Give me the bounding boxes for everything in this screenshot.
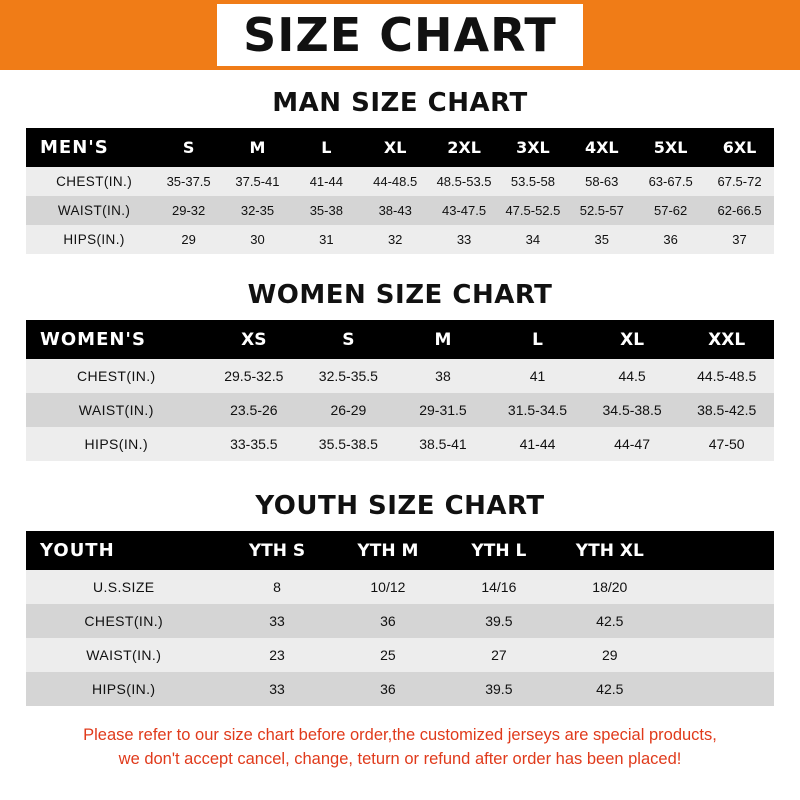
youth-row-3-cell-3: 42.5 <box>596 681 624 697</box>
women-row-1-cell-0: 23.5-26 <box>230 402 278 418</box>
youth-header-cell-3: YTH L <box>471 540 527 561</box>
women-size-table <box>26 320 774 461</box>
men-row-2-cell-0: 29 <box>181 232 196 247</box>
women-row-2-label: HIPS(IN.) <box>84 436 149 452</box>
men-row-2-cell-7: 36 <box>663 232 678 247</box>
youth-row-1-cell-1: 36 <box>380 613 396 629</box>
women-row-1-cell-4: 34.5-38.5 <box>602 402 662 418</box>
men-header-cell-7: 4XL <box>584 138 619 157</box>
men-header-cell-3: L <box>321 138 332 157</box>
men-row-1-cell-5: 47.5-52.5 <box>505 203 561 218</box>
women-row-0-label: CHEST(IN.) <box>76 368 156 384</box>
women-row-0-cell-4: 44.5 <box>618 368 646 384</box>
youth-row-0-cell-spacer <box>665 570 774 604</box>
men-row-1-cell-0: 29-32 <box>171 203 206 218</box>
men-header-cell-4: XL <box>383 138 407 157</box>
youth-row-2-cell-2: 27 <box>491 647 507 663</box>
youth-row-2-cell-1: 25 <box>380 647 396 663</box>
women-table-header-row <box>26 320 774 359</box>
youth-row-1-cell-spacer <box>665 604 774 638</box>
men-row-1-cell-3: 38-43 <box>378 203 412 218</box>
youth-row-2-label: WAIST(IN.) <box>86 647 162 663</box>
table-row <box>26 672 774 706</box>
table-row <box>26 427 774 461</box>
youth-row-0-label: U.S.SIZE <box>92 579 155 595</box>
youth-size-table <box>26 531 774 706</box>
men-row-0-cell-5: 53.5-58 <box>510 174 555 189</box>
table-row <box>26 196 774 225</box>
men-header-cell-9: 6XL <box>722 138 757 157</box>
men-row-0-cell-8: 67.5-72 <box>717 174 762 189</box>
youth-row-0-cell-1: 10/12 <box>370 579 406 595</box>
women-header-cell-6: XXL <box>708 329 746 350</box>
table-row <box>26 604 774 638</box>
men-row-1-cell-2: 35-38 <box>309 203 343 218</box>
youth-header-cell-0: YOUTH <box>40 540 115 561</box>
men-header-cell-6: 3XL <box>516 138 550 157</box>
women-header-cell-3: M <box>434 329 452 350</box>
footer-note-line-2: we don't accept cancel, change, teturn or refund after order has been placed! <box>118 749 682 768</box>
youth-row-1-cell-0: 33 <box>269 613 285 629</box>
table-row <box>26 225 774 254</box>
youth-row-2-cell-spacer <box>665 638 774 672</box>
men-row-1-cell-1: 32-35 <box>240 203 275 218</box>
men-row-0-label: CHEST(IN.) <box>56 174 133 189</box>
youth-row-3-cell-1: 36 <box>380 681 396 697</box>
youth-header-cell-2: YTH M <box>357 540 419 561</box>
youth-section-title: YOUTH SIZE CHART <box>255 491 545 521</box>
men-header-cell-2: M <box>249 138 266 157</box>
women-row-2-cell-0: 33-35.5 <box>230 436 278 452</box>
youth-row-0-cell-3: 18/20 <box>592 579 628 595</box>
women-row-0-cell-3: 41 <box>529 368 546 384</box>
men-row-1-cell-7: 57-62 <box>654 203 688 218</box>
men-header-cell-5: 2XL <box>447 138 481 157</box>
men-row-2-cell-4: 33 <box>456 232 472 247</box>
youth-header-cell-1: YTH S <box>248 540 306 561</box>
men-row-1-cell-8: 62-66.5 <box>717 203 762 218</box>
women-section-title: WOMEN SIZE CHART <box>247 280 553 310</box>
women-row-0-cell-0: 29.5-32.5 <box>224 368 284 384</box>
women-row-1-cell-5: 38.5-42.5 <box>697 402 757 418</box>
youth-row-2-cell-3: 29 <box>602 647 618 663</box>
men-row-2-cell-6: 35 <box>594 232 609 247</box>
men-row-0-cell-0: 35-37.5 <box>166 174 211 189</box>
table-row <box>26 359 774 393</box>
youth-row-1-cell-3: 42.5 <box>596 613 624 629</box>
women-row-1-cell-2: 29-31.5 <box>419 402 467 418</box>
women-row-2-cell-4: 44-47 <box>614 436 650 452</box>
women-row-2-cell-2: 38.5-41 <box>419 436 467 452</box>
men-table-header-row <box>26 128 774 167</box>
youth-row-1-cell-2: 39.5 <box>485 613 513 629</box>
men-row-2-label: HIPS(IN.) <box>63 232 125 247</box>
youth-row-0-cell-2: 14/16 <box>481 579 517 595</box>
table-row <box>26 570 774 604</box>
men-row-0-cell-2: 41-44 <box>309 174 343 189</box>
men-row-2-cell-5: 34 <box>525 232 541 247</box>
women-row-2-cell-1: 35.5-38.5 <box>318 436 378 452</box>
youth-row-2-cell-0: 23 <box>269 647 285 663</box>
men-row-1-cell-4: 43-47.5 <box>442 203 487 218</box>
table-row <box>26 167 774 196</box>
men-row-0-cell-7: 63-67.5 <box>648 174 693 189</box>
men-header-cell-8: 5XL <box>653 138 688 157</box>
chart-content <box>0 88 800 772</box>
table-row <box>26 638 774 672</box>
women-header-cell-1: XS <box>241 329 267 350</box>
youth-row-1-label: CHEST(IN.) <box>84 613 164 629</box>
men-header-cell-1: S <box>182 138 195 157</box>
men-row-0-cell-1: 37.5-41 <box>235 174 280 189</box>
women-header-cell-2: S <box>342 329 355 350</box>
men-header-cell-0: MEN'S <box>40 137 109 158</box>
youth-table-header-row <box>26 531 774 570</box>
women-row-1-label: WAIST(IN.) <box>78 402 154 418</box>
men-row-1-cell-6: 52.5-57 <box>579 203 624 218</box>
men-section-title: MAN SIZE CHART <box>272 88 528 118</box>
youth-header-cell-spacer <box>665 531 774 570</box>
women-header-cell-5: XL <box>620 329 645 350</box>
footer-note-line-1: Please refer to our size chart before order,the customized jerseys are special products, <box>83 726 717 744</box>
men-row-0-cell-6: 58-63 <box>585 174 619 189</box>
women-row-1-cell-1: 26-29 <box>330 402 367 418</box>
men-row-2-cell-1: 30 <box>250 232 265 247</box>
youth-row-0-cell-0: 8 <box>273 579 281 595</box>
men-row-0-cell-3: 44-48.5 <box>373 174 418 189</box>
women-header-cell-4: L <box>532 329 543 350</box>
women-row-0-cell-2: 38 <box>435 368 451 384</box>
women-row-2-cell-3: 41-44 <box>519 436 556 452</box>
footer-note <box>26 724 774 772</box>
women-row-0-cell-1: 32.5-35.5 <box>318 368 378 384</box>
header-band <box>0 0 800 70</box>
table-row <box>26 393 774 427</box>
youth-header-cell-4: YTH XL <box>575 540 644 561</box>
men-row-2-cell-3: 32 <box>387 232 403 247</box>
youth-row-3-label: HIPS(IN.) <box>92 681 156 697</box>
men-row-1-label: WAIST(IN.) <box>57 203 131 218</box>
women-row-1-cell-3: 31.5-34.5 <box>507 402 568 418</box>
men-size-table <box>26 128 774 254</box>
women-row-2-cell-5: 47-50 <box>708 436 745 452</box>
youth-row-3-cell-spacer <box>665 672 774 706</box>
men-row-0-cell-4: 48.5-53.5 <box>436 174 492 189</box>
women-header-cell-0: WOMEN'S <box>40 329 146 350</box>
men-row-2-cell-8: 37 <box>732 232 747 247</box>
page-title: SIZE CHART <box>217 4 583 66</box>
youth-row-3-cell-0: 33 <box>269 681 285 697</box>
men-row-2-cell-2: 31 <box>319 232 334 247</box>
women-row-0-cell-5: 44.5-48.5 <box>697 368 757 384</box>
youth-row-3-cell-2: 39.5 <box>485 681 513 697</box>
